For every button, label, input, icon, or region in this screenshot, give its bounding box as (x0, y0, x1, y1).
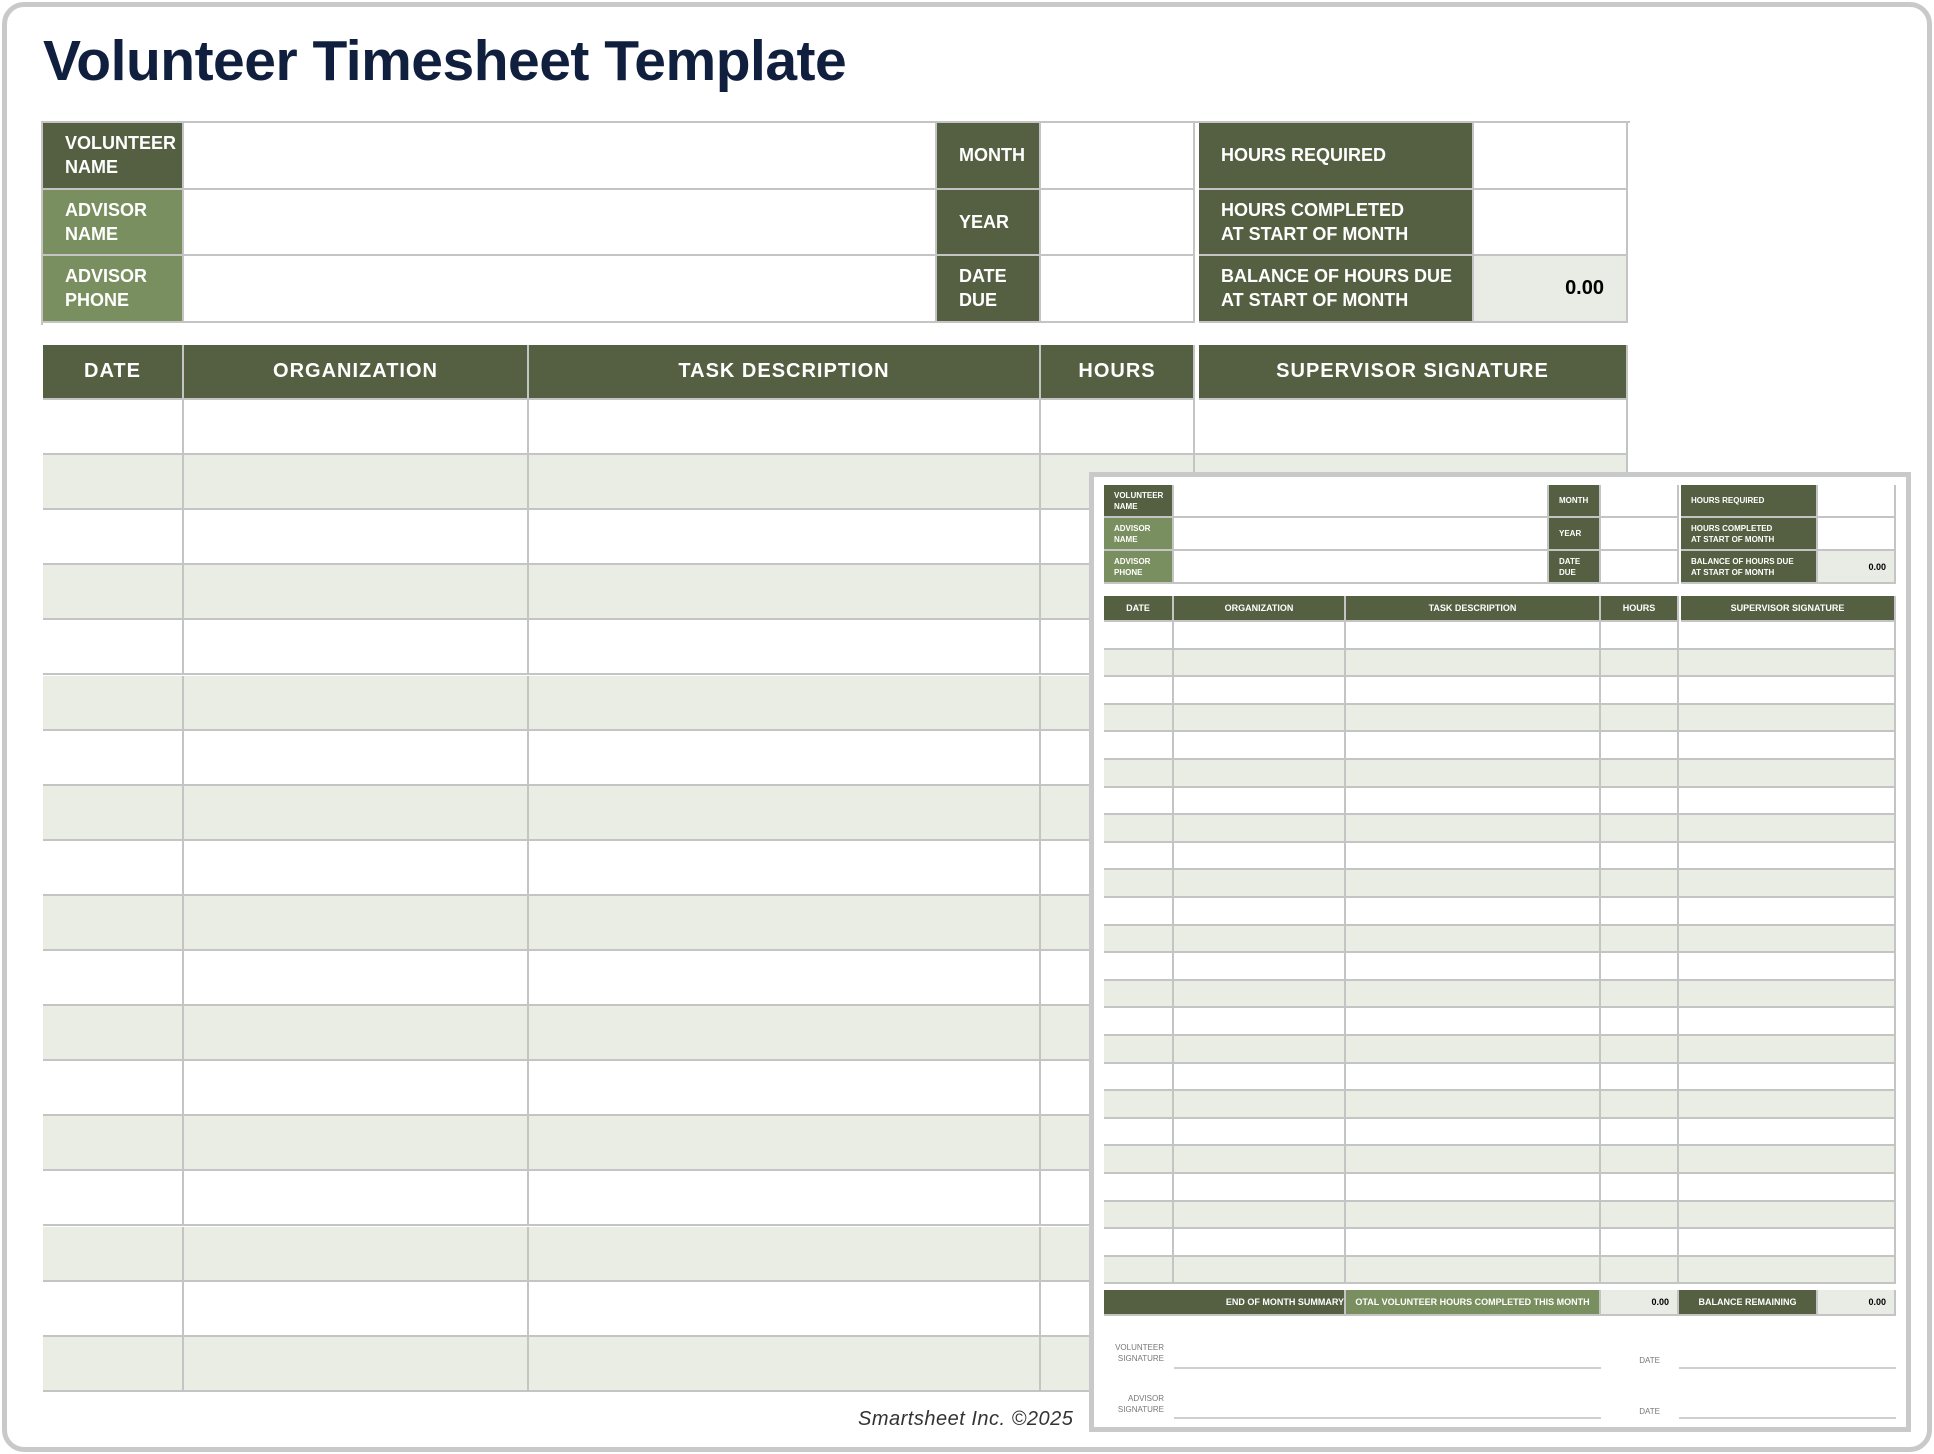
table-cell-organization[interactable] (184, 565, 529, 620)
table-cell-supervisor-signature[interactable] (1679, 815, 1896, 843)
column-header-hours: HOURS (1041, 345, 1195, 400)
table-cell-date[interactable] (1104, 926, 1174, 954)
table-cell-supervisor-signature[interactable] (1679, 953, 1896, 981)
table-cell-date[interactable] (1104, 788, 1174, 816)
label-advisor-name: ADVISOR NAME (43, 190, 184, 257)
table-cell-hours[interactable] (1601, 788, 1679, 816)
table-cell-task-description[interactable] (529, 1171, 1041, 1226)
table-cell-organization[interactable] (1174, 760, 1346, 788)
advisor-date-line[interactable] (1679, 1417, 1896, 1419)
table-cell-hours[interactable] (1601, 1119, 1679, 1147)
table-cell-date[interactable] (43, 565, 184, 620)
table-cell-organization[interactable] (1174, 1257, 1346, 1285)
table-cell-task-description[interactable] (529, 1337, 1041, 1392)
balance-remaining-label: BALANCE REMAINING (1679, 1290, 1818, 1316)
table-cell-supervisor-signature[interactable] (1679, 870, 1896, 898)
table-cell-task-description[interactable] (1346, 815, 1601, 843)
table-cell-task-description[interactable] (529, 896, 1041, 951)
table-cell-hours[interactable] (1601, 1229, 1679, 1257)
label-hours-required: HOURS REQUIRED (1199, 123, 1474, 190)
table-cell-date[interactable] (43, 731, 184, 786)
table-cell-organization[interactable] (1174, 1174, 1346, 1202)
table-cell-date[interactable] (1104, 1036, 1174, 1064)
table-cell-task-description[interactable] (1346, 732, 1601, 760)
label-month: MONTH (937, 123, 1041, 190)
label-year: YEAR (1549, 518, 1601, 551)
table-cell-date[interactable] (1104, 705, 1174, 733)
table-cell-organization[interactable] (1174, 705, 1346, 733)
table-cell-hours[interactable] (1601, 1202, 1679, 1230)
table-cell-organization[interactable] (1174, 732, 1346, 760)
table-cell-organization[interactable] (1174, 981, 1346, 1009)
table-cell-date[interactable] (43, 896, 184, 951)
table-cell-supervisor-signature[interactable] (1679, 1091, 1896, 1119)
table-cell-task-description[interactable] (1346, 650, 1601, 678)
table-cell-organization[interactable] (1174, 843, 1346, 871)
label-advisor-phone: ADVISOR PHONE (1104, 551, 1174, 584)
table-cell-supervisor-signature[interactable] (1679, 898, 1896, 926)
table-cell-organization[interactable] (1174, 677, 1346, 705)
column-header-date: DATE (43, 345, 184, 400)
table-cell-task-description[interactable] (1346, 1146, 1601, 1174)
column-header-date: DATE (1104, 596, 1174, 622)
table-cell-date[interactable] (1104, 815, 1174, 843)
table-cell-supervisor-signature[interactable] (1679, 677, 1896, 705)
table-cell-date[interactable] (1104, 981, 1174, 1009)
table-cell-task-description[interactable] (1346, 788, 1601, 816)
table-cell-task-description[interactable] (1346, 1119, 1601, 1147)
table-cell-organization[interactable] (184, 951, 529, 1006)
year-input[interactable] (1601, 518, 1679, 551)
table-cell-organization[interactable] (1174, 815, 1346, 843)
table-cell-date[interactable] (1104, 622, 1174, 650)
balance-due-value: 0.00 (1474, 256, 1628, 323)
table-cell-hours[interactable] (1601, 1174, 1679, 1202)
table-cell-hours[interactable] (1601, 1036, 1679, 1064)
table-cell-supervisor-signature[interactable] (1679, 760, 1896, 788)
table-cell-date[interactable] (1104, 732, 1174, 760)
table-cell-task-description[interactable] (529, 620, 1041, 675)
table-cell-task-description[interactable] (529, 786, 1041, 841)
table-cell-organization[interactable] (184, 400, 529, 455)
table-cell-organization[interactable] (184, 1282, 529, 1337)
volunteer-date-label: DATE (1639, 1356, 1660, 1365)
label-advisor-name: ADVISOR NAME (1104, 518, 1174, 551)
advisor-date-label: DATE (1639, 1407, 1660, 1416)
table-cell-hours[interactable] (1601, 622, 1679, 650)
table-cell-task-description[interactable] (1346, 898, 1601, 926)
label-hours-completed: HOURS COMPLETED AT START OF MONTH (1199, 190, 1474, 257)
hours-completed-input[interactable] (1818, 518, 1896, 551)
table-cell-task-description[interactable] (1346, 870, 1601, 898)
table-cell-task-description[interactable] (1346, 1064, 1601, 1092)
table-cell-organization[interactable] (1174, 1119, 1346, 1147)
label-balance-due: BALANCE OF HOURS DUE AT START OF MONTH (1681, 551, 1818, 584)
table-cell-organization[interactable] (1174, 953, 1346, 981)
table-cell-supervisor-signature[interactable] (1679, 1202, 1896, 1230)
balance-remaining-value: 0.00 (1818, 1290, 1896, 1316)
table-cell-hours[interactable] (1601, 760, 1679, 788)
label-year: YEAR (937, 190, 1041, 257)
table-cell-supervisor-signature[interactable] (1679, 732, 1896, 760)
table-cell-task-description[interactable] (529, 400, 1041, 455)
table-cell-date[interactable] (43, 951, 184, 1006)
table-cell-date[interactable] (1104, 1008, 1174, 1036)
table-cell-supervisor-signature[interactable] (1679, 1064, 1896, 1092)
table-cell-organization[interactable] (1174, 926, 1346, 954)
table-cell-hours[interactable] (1601, 1146, 1679, 1174)
table-cell-date[interactable] (1104, 1091, 1174, 1119)
table-cell-date[interactable] (1104, 677, 1174, 705)
table-cell-date[interactable] (43, 1227, 184, 1282)
page-title: Volunteer Timesheet Template (43, 29, 847, 93)
table-cell-task-description[interactable] (529, 510, 1041, 565)
table-cell-hours[interactable] (1041, 400, 1195, 455)
table-cell-date[interactable] (43, 620, 184, 675)
table-cell-task-description[interactable] (1346, 981, 1601, 1009)
table-cell-supervisor-signature[interactable] (1679, 1119, 1896, 1147)
table-cell-hours[interactable] (1601, 898, 1679, 926)
table-cell-organization[interactable] (184, 676, 529, 731)
table-cell-organization[interactable] (1174, 1146, 1346, 1174)
table-cell-supervisor-signature[interactable] (1679, 926, 1896, 954)
table-cell-date[interactable] (43, 400, 184, 455)
table-cell-hours[interactable] (1601, 705, 1679, 733)
table-cell-hours[interactable] (1601, 677, 1679, 705)
table-cell-organization[interactable] (184, 455, 529, 510)
info-table-border (41, 121, 1630, 325)
table-cell-date[interactable] (43, 1171, 184, 1226)
label-hours-completed: HOURS COMPLETED AT START OF MONTH (1681, 518, 1818, 551)
table-cell-organization[interactable] (1174, 898, 1346, 926)
table-cell-task-description[interactable] (1346, 677, 1601, 705)
table-cell-task-description[interactable] (529, 1116, 1041, 1171)
table-cell-supervisor-signature[interactable] (1679, 705, 1896, 733)
table-cell-organization[interactable] (1174, 1064, 1346, 1092)
table-cell-date[interactable] (1104, 760, 1174, 788)
table-cell-organization[interactable] (1174, 622, 1346, 650)
label-advisor-phone: ADVISOR PHONE (43, 256, 184, 323)
table-cell-hours[interactable] (1601, 650, 1679, 678)
table-cell-date[interactable] (43, 510, 184, 565)
table-cell-hours[interactable] (1601, 1091, 1679, 1119)
table-cell-task-description[interactable] (529, 1282, 1041, 1337)
advisor-phone-input[interactable] (1174, 551, 1549, 584)
month-input[interactable] (1601, 485, 1679, 518)
table-cell-hours[interactable] (1601, 843, 1679, 871)
table-cell-supervisor-signature[interactable] (1679, 1008, 1896, 1036)
table-cell-date[interactable] (43, 1282, 184, 1337)
volunteer-name-input[interactable] (1174, 485, 1549, 518)
table-cell-task-description[interactable] (1346, 1091, 1601, 1119)
table-cell-hours[interactable] (1601, 981, 1679, 1009)
column-header-organization: ORGANIZATION (1174, 596, 1346, 622)
table-cell-organization[interactable] (184, 841, 529, 896)
table-cell-organization[interactable] (1174, 1091, 1346, 1119)
table-cell-supervisor-signature[interactable] (1679, 1174, 1896, 1202)
table-cell-organization[interactable] (184, 510, 529, 565)
table-cell-hours[interactable] (1601, 870, 1679, 898)
table-cell-task-description[interactable] (1346, 705, 1601, 733)
label-volunteer-name: VOLUNTEER NAME (1104, 485, 1174, 518)
table-cell-date[interactable] (43, 1116, 184, 1171)
table-cell-task-description[interactable] (1346, 1229, 1601, 1257)
table-cell-task-description[interactable] (1346, 760, 1601, 788)
table-cell-date[interactable] (1104, 1064, 1174, 1092)
table-cell-organization[interactable] (184, 1006, 529, 1061)
table-cell-date[interactable] (43, 455, 184, 510)
table-cell-organization[interactable] (184, 1171, 529, 1226)
table-cell-task-description[interactable] (529, 1227, 1041, 1282)
table-cell-date[interactable] (43, 1006, 184, 1061)
table-cell-organization[interactable] (1174, 650, 1346, 678)
table-cell-date[interactable] (43, 1337, 184, 1392)
table-cell-hours[interactable] (1601, 815, 1679, 843)
hours-required-input[interactable] (1818, 485, 1896, 518)
table-cell-task-description[interactable] (1346, 926, 1601, 954)
table-cell-supervisor-signature[interactable] (1679, 1146, 1896, 1174)
table-cell-organization[interactable] (1174, 870, 1346, 898)
column-header-task-description: TASK DESCRIPTION (529, 345, 1041, 400)
table-cell-organization[interactable] (184, 1337, 529, 1392)
table-cell-supervisor-signature[interactable] (1679, 622, 1896, 650)
table-cell-organization[interactable] (184, 731, 529, 786)
total-hours-value: 0.00 (1601, 1290, 1679, 1316)
column-header-organization: ORGANIZATION (184, 345, 529, 400)
table-cell-supervisor-signature[interactable] (1679, 1229, 1896, 1257)
table-cell-organization[interactable] (1174, 1008, 1346, 1036)
table-cell-task-description[interactable] (1346, 1008, 1601, 1036)
table-cell-date[interactable] (43, 786, 184, 841)
label-date-due: DATE DUE (1549, 551, 1601, 584)
table-cell-task-description[interactable] (529, 455, 1041, 510)
advisor-signature-line[interactable] (1174, 1417, 1601, 1419)
copyright-footer: Smartsheet Inc. ©2025 (858, 1408, 1074, 1430)
advisor-name-input[interactable] (1174, 518, 1549, 551)
table-cell-hours[interactable] (1601, 926, 1679, 954)
table-cell-organization[interactable] (184, 896, 529, 951)
table-cell-date[interactable] (1104, 1174, 1174, 1202)
total-hours-label: OTAL VOLUNTEER HOURS COMPLETED THIS MONTH (1346, 1290, 1601, 1316)
date-due-input[interactable] (1601, 551, 1679, 584)
table-cell-organization[interactable] (1174, 1229, 1346, 1257)
table-cell-supervisor-signature[interactable] (1679, 843, 1896, 871)
label-balance-due: BALANCE OF HOURS DUE AT START OF MONTH (1199, 256, 1474, 323)
table-cell-organization[interactable] (1174, 788, 1346, 816)
table-cell-hours[interactable] (1601, 1008, 1679, 1036)
table-cell-organization[interactable] (184, 620, 529, 675)
table-cell-task-description[interactable] (529, 676, 1041, 731)
table-cell-date[interactable] (1104, 1257, 1174, 1285)
table-cell-organization[interactable] (184, 1116, 529, 1171)
label-volunteer-name: VOLUNTEER NAME (43, 123, 184, 190)
table-cell-task-description[interactable] (1346, 1257, 1601, 1285)
table-cell-organization[interactable] (1174, 1202, 1346, 1230)
table-cell-task-description[interactable] (1346, 1174, 1601, 1202)
table-cell-date[interactable] (43, 676, 184, 731)
table-cell-date[interactable] (43, 1061, 184, 1116)
table-cell-hours[interactable] (1601, 1064, 1679, 1092)
volunteer-signature-label: VOLUNTEER SIGNATURE (1115, 1343, 1164, 1363)
table-cell-task-description[interactable] (529, 731, 1041, 786)
table-cell-supervisor-signature[interactable] (1679, 1257, 1896, 1285)
table-cell-task-description[interactable] (529, 565, 1041, 620)
table-cell-task-description[interactable] (1346, 843, 1601, 871)
advisor-signature-label: ADVISOR SIGNATURE (1117, 1394, 1164, 1414)
volunteer-signature-line[interactable] (1174, 1367, 1601, 1369)
table-cell-task-description[interactable] (529, 1061, 1041, 1116)
table-cell-organization[interactable] (1174, 1036, 1346, 1064)
summary-label: END OF MONTH SUMMARY (1104, 1290, 1346, 1316)
table-cell-date[interactable] (1104, 1202, 1174, 1230)
column-header-task-description: TASK DESCRIPTION (1346, 596, 1601, 622)
table-cell-date[interactable] (1104, 1146, 1174, 1174)
table-cell-task-description[interactable] (1346, 953, 1601, 981)
table-cell-supervisor-signature[interactable] (1195, 400, 1628, 455)
table-cell-date[interactable] (1104, 953, 1174, 981)
table-cell-task-description[interactable] (1346, 1036, 1601, 1064)
table-cell-supervisor-signature[interactable] (1679, 1036, 1896, 1064)
table-cell-task-description[interactable] (529, 1006, 1041, 1061)
table-cell-date[interactable] (1104, 898, 1174, 926)
table-cell-organization[interactable] (184, 1061, 529, 1116)
table-cell-date[interactable] (1104, 843, 1174, 871)
column-header-supervisor-signature: SUPERVISOR SIGNATURE (1681, 596, 1896, 622)
table-cell-date[interactable] (1104, 650, 1174, 678)
label-hours-required: HOURS REQUIRED (1681, 485, 1818, 518)
balance-due-value: 0.00 (1818, 551, 1896, 584)
table-cell-hours[interactable] (1601, 1257, 1679, 1285)
table-cell-task-description[interactable] (529, 951, 1041, 1006)
table-cell-supervisor-signature[interactable] (1679, 981, 1896, 1009)
table-cell-task-description[interactable] (529, 841, 1041, 896)
column-header-hours: HOURS (1601, 596, 1679, 622)
table-cell-date[interactable] (1104, 1229, 1174, 1257)
label-date-due: DATE DUE (937, 256, 1041, 323)
label-month: MONTH (1549, 485, 1601, 518)
table-cell-task-description[interactable] (1346, 1202, 1601, 1230)
table-cell-date[interactable] (43, 841, 184, 896)
table-cell-hours[interactable] (1601, 732, 1679, 760)
table-cell-organization[interactable] (184, 1227, 529, 1282)
table-cell-supervisor-signature[interactable] (1679, 650, 1896, 678)
table-cell-task-description[interactable] (1346, 622, 1601, 650)
table-cell-organization[interactable] (184, 786, 529, 841)
column-header-supervisor-signature: SUPERVISOR SIGNATURE (1199, 345, 1628, 400)
table-cell-date[interactable] (1104, 1119, 1174, 1147)
table-cell-hours[interactable] (1601, 953, 1679, 981)
table-cell-date[interactable] (1104, 870, 1174, 898)
volunteer-date-line[interactable] (1679, 1367, 1896, 1369)
table-cell-supervisor-signature[interactable] (1679, 788, 1896, 816)
